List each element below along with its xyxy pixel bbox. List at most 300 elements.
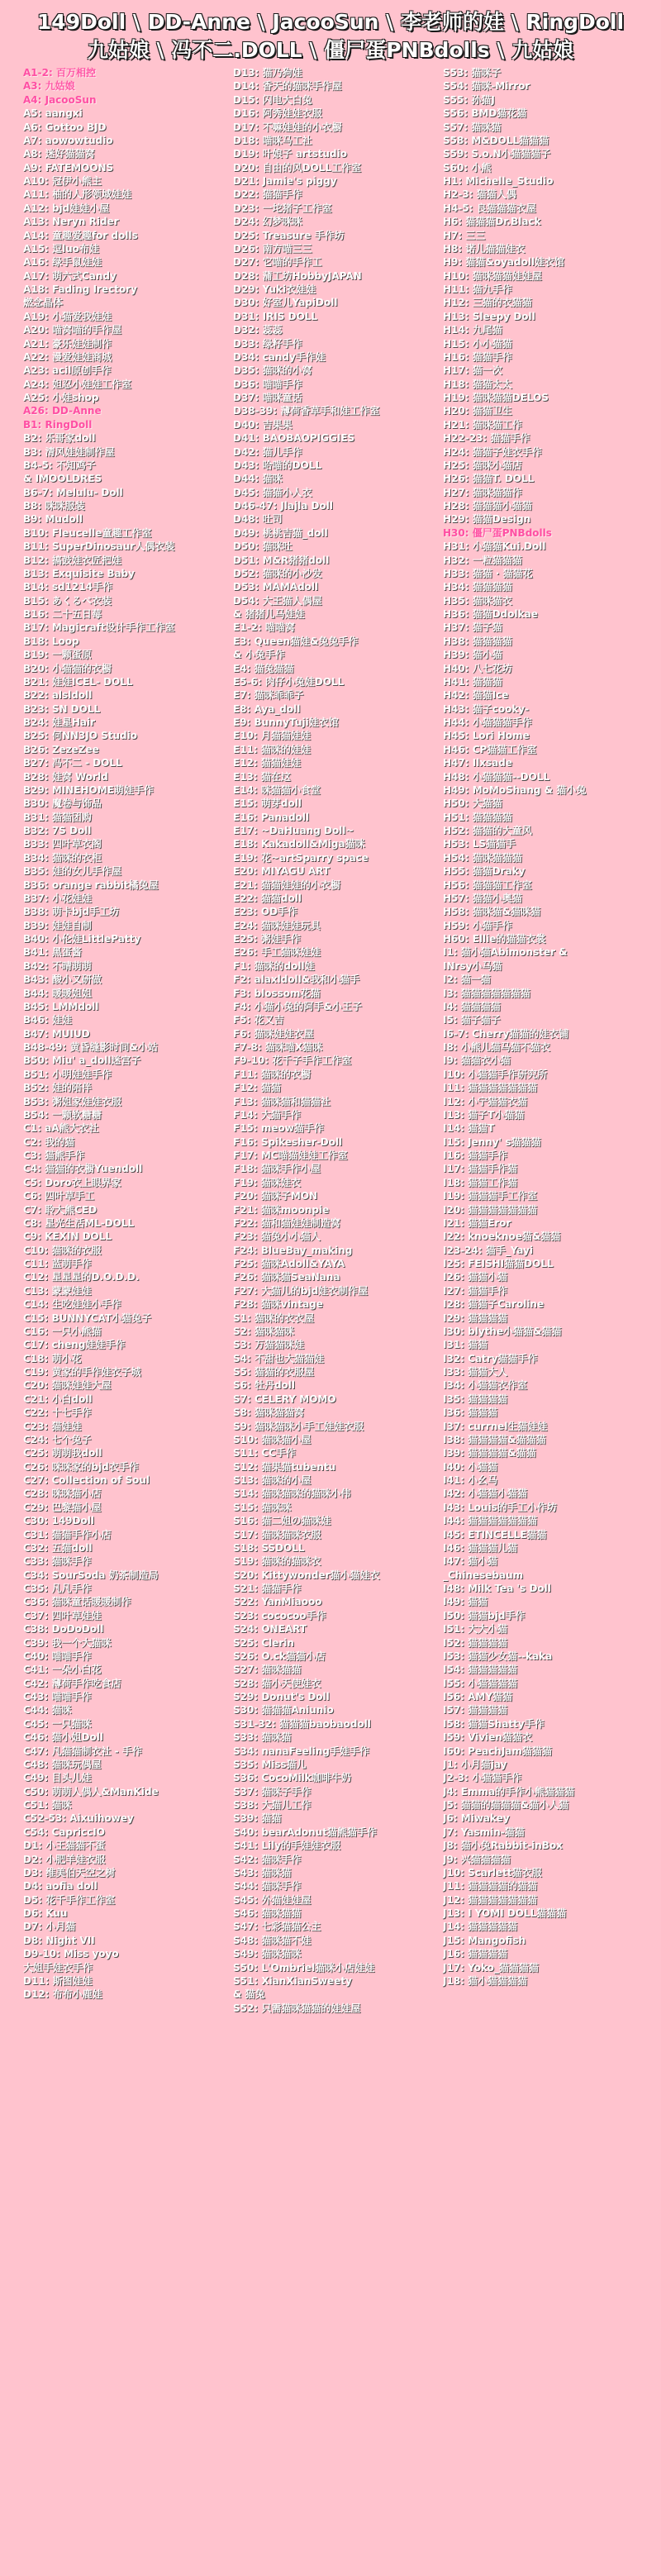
booth-entry: I1: 猫小猫Abimonster &	[443, 946, 568, 959]
booth-entry: C9: KEXIN DOLL	[23, 1231, 112, 1243]
booth-entry: B18: Loop	[23, 635, 79, 647]
booth-entry: B41: 黑蛋酱	[23, 946, 82, 959]
booth-entry: I49: 猫猫	[443, 1596, 488, 1608]
booth-entry: F19: 猫咪娃衣	[233, 1176, 301, 1188]
booth-entry: S21: 猫猫手作	[233, 1583, 302, 1594]
booth-entry: D45: 猫猫小人衣	[233, 486, 312, 498]
booth-entry: I14: 猫猫T	[443, 1122, 495, 1135]
booth-entry: B16: 二十五日莓	[23, 608, 102, 620]
booth-column-3	[443, 66, 659, 1988]
booth-entry: I55: 小猫猫猫猫	[443, 1677, 518, 1689]
booth-entry: C40: 喵喵手作	[23, 1650, 92, 1662]
booth-entry: B47: MUIUD	[23, 1027, 90, 1040]
booth-entry: E8: Aya_doll	[233, 702, 301, 715]
booth-entry: D31: IRIS DOLL	[233, 310, 318, 322]
booth-entry: S54: 猫咪-Mirror	[443, 80, 530, 93]
booth-entry: F26: 猫咪猫SeaNana	[233, 1271, 340, 1283]
booth-entry: F13: 猫咪猫和猫猫社	[233, 1095, 330, 1107]
booth-entry: S57: 猫咪猫	[443, 121, 502, 133]
booth-entry: I59: Vivien猫猫衣	[443, 1731, 532, 1744]
booth-entry: F25: 猫咪Adoll&YAYA	[233, 1258, 345, 1269]
booth-entry: H57: 猫猫小奥猫	[443, 892, 522, 904]
booth-entry: H7: 三三	[443, 229, 486, 241]
booth-entry: C34: SourSoda 奶茶制造局	[23, 1569, 159, 1581]
booth-entry: C18: 萌小花	[23, 1352, 82, 1364]
booth-entry: C15: BUNNYCAT小猫兔子	[23, 1312, 152, 1324]
booth-entry: I32: Catry猫猫手作	[443, 1352, 538, 1364]
booth-entry: I4: 猫猫猫猫	[443, 1000, 501, 1012]
booth-entry: H2-3: 猫猫人偶	[443, 188, 516, 201]
booth-entry: C30: 149Doll	[23, 1515, 94, 1527]
booth-entry: C19: 黄家的手作娃衣子城	[23, 1366, 141, 1378]
booth-entry: S11: CC手作	[233, 1447, 296, 1459]
booth-entry: E23: OD手作	[233, 906, 298, 918]
booth-entry: E26: 手工猫咪娃娃	[233, 946, 321, 959]
booth-entry: I3: 猫猫猫猫猫猫猫	[443, 987, 530, 999]
booth-entry: E7: 猫咪乖乖子	[233, 689, 304, 702]
booth-entry: C46: 猫小姐Doll	[23, 1731, 103, 1744]
booth-entry: C52-53: Aixuihowey	[23, 1812, 134, 1825]
booth-entry: H1: Michelle_Studio	[443, 175, 554, 187]
booth-entry: C28: 咪咪猫小店	[23, 1488, 102, 1500]
booth-entry: H58: 猫咪猫&猫咪猫	[443, 906, 541, 918]
booth-entry: B44: 暖暖姐姐	[23, 987, 92, 999]
booth-entry: F22: 猫和猫娃娃制造窝	[233, 1217, 340, 1229]
booth-entry: H42: 猫猫Ice	[443, 689, 509, 702]
booth-entry: F11: 猫咪的衣橱	[233, 1068, 311, 1080]
booth-entry: D3: 维美伯天空之树	[23, 1866, 116, 1878]
booth-entry: A6: Gottoo BJD	[23, 121, 107, 133]
booth-entry: H14: 九尾猫	[443, 324, 502, 336]
booth-entry: C31: 猫猫手作小店	[23, 1528, 112, 1540]
booth-entry: S4: 不甜也大猫猫娃	[233, 1352, 324, 1364]
booth-entry: I13: 猫子T小猫猫	[443, 1108, 525, 1121]
booth-entry: H28: 猫猫猫小猫猫	[443, 500, 532, 512]
booth-entry: J4: Emma的手作小熊猫猫猫	[443, 1785, 575, 1797]
booth-entry: F24: BlueBay_making	[233, 1244, 353, 1256]
booth-entry: I27: 猫猫手作	[443, 1284, 508, 1297]
booth-entry: I11: 猫猫猫猫猫猫猫	[443, 1082, 538, 1094]
booth-entry: D33: 绿籽手作	[233, 337, 302, 350]
booth-entry: S52: 只需猫咪猫猫的娃娃屋	[233, 2002, 361, 2014]
booth-entry: B24: 娃星Hair	[23, 717, 95, 728]
booth-entry: J13: I YOMI DOLL猫猫猫	[443, 1907, 567, 1919]
booth-entry: I58: 猫猫Shatty手作	[443, 1717, 544, 1730]
booth-entry: F12: 猫猫	[233, 1082, 281, 1094]
booth-entry: I12: 小宁猫猫衣猫	[443, 1095, 528, 1107]
booth-entry: H32: 一粒猫猫猫	[443, 554, 522, 566]
booth-entry: C51: 猫咪	[23, 1799, 72, 1811]
booth-entry: INrsy小马猫	[443, 959, 502, 972]
booth-entry: S44: 猫咪手作	[233, 1880, 302, 1893]
booth-entry: S18: SSDOLL	[233, 1541, 305, 1554]
booth-entry: I30: blythe小猫猫&猫猫	[443, 1325, 562, 1337]
booth-entry: S20: Kittywonder猫小猫娃衣	[233, 1569, 380, 1581]
booth-entry: H54: 猫咪猫猫猫	[443, 851, 522, 864]
booth-entry: F3: blossom花猫	[233, 987, 321, 999]
booth-entry: H24: 猫猫子娃衣手作	[443, 445, 542, 458]
booth-entry: A20: 喵窝喵的手作屋	[23, 324, 121, 336]
booth-entry: H56: 猫猫猫工作室	[443, 879, 532, 891]
booth-entry: A9: FATEMOONS	[23, 161, 114, 174]
booth-entry: I29: 猫猫猫猫	[443, 1312, 508, 1324]
booth-entry: B35: 娃的女儿手作屋	[23, 865, 121, 878]
booth-entry: S58: M&DOLL猫猫猫	[443, 134, 549, 146]
booth-entry: F21: 猫咪moonpie	[233, 1203, 330, 1216]
booth-entry: C47: 凡猫猫制衣社 - 手作	[23, 1745, 142, 1757]
booth-entry: H17: 猫一次	[443, 364, 502, 377]
booth-column-2	[233, 66, 449, 2015]
booth-entry: S59: S.o.N小猫猫猫子	[443, 148, 551, 160]
booth-entry: C37: 四叶草娃娃	[23, 1609, 102, 1621]
booth-entry: E11: 猫咪的娃娃	[233, 743, 311, 755]
booth-entry: I20: 猫猫猫猫猫猫猫	[443, 1203, 538, 1216]
booth-entry: D26: 南方喵三三	[233, 242, 312, 255]
booth-entry: B31: 猫猫团购	[23, 811, 92, 823]
booth-entry: B36: orange rabbit橘兔屋	[23, 879, 159, 891]
booth-entry: B53: 粥姐家娃娃衣服	[23, 1095, 121, 1107]
booth-entry: D51: M&R猪猪doll	[233, 554, 330, 566]
booth-entry: H18: 猫猫太太	[443, 378, 512, 390]
booth-entry: B17: Magicraft设计手作工作室	[23, 621, 175, 634]
booth-entry: F20: 猫咪子MON	[233, 1190, 318, 1202]
booth-entry: D18: 喵咪马工社	[233, 134, 312, 146]
booth-entry: C17: cheng娃娃手作	[23, 1339, 126, 1351]
booth-entry: I17: 猫猫手作猫	[443, 1163, 518, 1175]
booth-entry: H46: CP猫猫工作室	[443, 743, 537, 755]
booth-entry: D29: Yuki衣娃娃	[233, 283, 316, 295]
booth-entry: A21: 豪乐娃娃制作	[23, 337, 112, 350]
booth-entry: S38: 大猫儿工作	[233, 1799, 311, 1811]
booth-entry: J18: 猫小猫猫猫猫	[443, 1974, 528, 1987]
booth-entry: S24: ONEART	[233, 1623, 307, 1636]
booth-entry: E13: 猫在这	[233, 770, 291, 783]
booth-entry: H6: 猫猫猫Dr.Black	[443, 216, 541, 228]
booth-entry: A16: 绿手鼠娃娃	[23, 256, 102, 269]
booth-entry: E16: Panadoll	[233, 811, 310, 823]
booth-entry: I15: Jenny' s猫猫猫	[443, 1136, 541, 1148]
booth-entry: & IMOOLDRES	[23, 473, 102, 485]
booth-entry: D21: Jamie's piggy	[233, 175, 337, 187]
booth-entry: B29: MINEHOME萌娃手作	[23, 783, 154, 796]
booth-entry: S17: 猫咪猫咪衣服	[233, 1528, 321, 1540]
booth-entry: J7: Yasmin-猫猫	[443, 1826, 525, 1838]
booth-entry: H39: 猫小猫	[443, 649, 502, 661]
booth-entry: C6: 四叶草手工	[23, 1190, 95, 1202]
booth-entry: A8: 迷好猫猫窝	[23, 148, 95, 160]
booth-entry: D20: 自由的风DOLL工作室	[233, 161, 362, 174]
booth-entry: C44: 猫咪	[23, 1704, 72, 1717]
booth-entry: B45: LMMdoll	[23, 1000, 99, 1012]
booth-entry: J11: 猫猫猫猫的猫猫	[443, 1880, 538, 1893]
booth-entry: A23: acil原创手作	[23, 364, 112, 377]
booth-entry: A4: JacooSun	[23, 93, 97, 106]
booth-entry: E25: 粥娃手作	[233, 933, 301, 945]
booth-entry: H40: 八七花坊	[443, 662, 512, 674]
booth-entry: I23-24: 猫手_Yayi	[443, 1244, 534, 1256]
booth-entry: B3: 清风娃娃制作屋	[23, 445, 115, 458]
booth-entry: F27: 大猫儿的bjd娃衣制作屋	[233, 1284, 369, 1297]
booth-entry: S41: Lily的手娃娃衣服	[233, 1840, 341, 1852]
booth-entry: S8: 猫咪猫猫窝	[233, 1407, 304, 1419]
booth-entry: S6: 牡丹doll	[233, 1379, 296, 1392]
booth-entry: S22: YanMiaooo	[233, 1596, 322, 1608]
booth-entry: B52: 娃的陪伴	[23, 1082, 92, 1094]
booth-entry: S28: 猫小天使娃衣	[233, 1677, 321, 1689]
booth-entry: E3: Queen猫娃&兔兔手作	[233, 635, 359, 647]
booth-entry: D52: 猫咪的小沙发	[233, 567, 322, 579]
booth-entry: D41: BAOBAOPIGGIES	[233, 432, 355, 445]
booth-entry: B14: sd1214手作	[23, 581, 112, 593]
booth-entry: I18: 猫猫工作猫	[443, 1176, 518, 1188]
booth-entry: C43: 喵喵手作	[23, 1691, 92, 1702]
booth-entry: C5: Doro衣上眼界家	[23, 1176, 121, 1188]
booth-entry: I28: 猫猫子Caroline	[443, 1298, 544, 1311]
booth-entry: S35: Miss猫儿	[233, 1758, 307, 1770]
booth-entry: C50: 萌萌人偶人&ManKide	[23, 1785, 159, 1797]
booth-entry: A12: bjd娃娃小屋	[23, 202, 110, 214]
booth-entry: E22: 猫猫doll	[233, 892, 302, 904]
booth-entry: S56: BMD猫花猫	[443, 107, 527, 120]
booth-entry: B4-5: 不知鸡子	[23, 459, 96, 471]
booth-entry: C2: 我的猫	[23, 1136, 75, 1148]
booth-entry: H11: 猫九手作	[443, 283, 512, 295]
booth-entry: F18: 猫咪手作小屋	[233, 1163, 321, 1175]
booth-entry: B39: 娃娃自制	[23, 919, 92, 931]
booth-entry: H16: 猫猫手作	[443, 350, 512, 363]
booth-entry: C22: 十七手作	[23, 1407, 92, 1419]
booth-entry: D54: 大王猫人偶屋	[233, 594, 322, 607]
booth-entry: S46: 猫咪猫猫	[233, 1907, 302, 1919]
booth-entry: A13: Neryn Rider	[23, 216, 119, 228]
booth-entry: D35: 猫咪的小窝	[233, 364, 312, 377]
booth-entry: E5-6: 肉仔小兔娃DOLL	[233, 675, 345, 688]
booth-entry: I21: 猫猫Eror	[443, 1217, 511, 1229]
booth-entry: I46: 猫猫猫儿猫	[443, 1541, 518, 1554]
booth-entry: H44: 小猫猫猫手作	[443, 717, 532, 728]
booth-entry: D53: MAMAdoll	[233, 581, 319, 593]
booth-entry: S60: 小熊	[443, 161, 492, 174]
booth-entry: C3: 猫熊手作	[23, 1150, 85, 1161]
booth-entry: I8: 小熊儿猫马猫不猫衣	[443, 1041, 550, 1053]
booth-entry: D36: 喵喵手作	[233, 378, 302, 390]
booth-entry: B32: 7S Doll	[23, 825, 92, 836]
booth-entry: S53: 猫咪子	[443, 67, 502, 79]
booth-entry: C38: DoDoDoll	[23, 1623, 104, 1636]
booth-entry: A10: 冠伊小熊主	[23, 175, 102, 187]
booth-entry: B12: 搞鼓娃衣匠把娃	[23, 554, 121, 566]
booth-entry: I37: currnel生猫娃娃	[443, 1420, 548, 1432]
booth-entry: F9-10: 花千子手作工作室	[233, 1055, 352, 1067]
booth-entry: J17: Yoko_猫猫猫猫	[443, 1961, 539, 1974]
booth-entry: I2: 猫一猫	[443, 974, 491, 986]
booth-entry: I53: 猫猫少女猫--kaka	[443, 1650, 553, 1662]
booth-entry: B8: 咪咪服装	[23, 500, 85, 512]
booth-entry: C48: 猫咪玩偶屋	[23, 1758, 102, 1770]
booth-entry: S10: 猫咪猫小屋	[233, 1433, 311, 1445]
booth-entry: B46: 娃娃	[23, 1014, 72, 1026]
booth-entry: C8: 星光生活ML-DOLL	[23, 1217, 135, 1229]
booth-entry: A24: 妲忍小娃娃工作室	[23, 378, 131, 390]
booth-entry: D4: aofia doll	[23, 1880, 97, 1893]
booth-entry: F16: Spikesher-Doll	[233, 1136, 343, 1148]
booth-entry: A3: 九姑娘	[23, 80, 75, 93]
booth-entry: S55: 孙猫J	[443, 93, 495, 106]
booth-entry: D22: 猫猫手作	[233, 188, 302, 201]
booth-entry: J8: 猫小兔Rabbit-inBox	[443, 1840, 563, 1852]
booth-entry: S15: 猫咪咪	[233, 1501, 292, 1513]
booth-entry: I16: 猫猫手作	[443, 1150, 508, 1161]
booth-entry: I25: FEISHI猫猫DOLL	[443, 1258, 554, 1269]
booth-entry: H25: 猫咪小猫店	[443, 459, 522, 471]
booth-entry: C25: 萌萌我doll	[23, 1447, 102, 1459]
booth-entry: C20: 猫咪娃娃大屋	[23, 1379, 112, 1392]
booth-entry: I42: 小猫猫小猫猫	[443, 1488, 528, 1500]
booth-entry: D2: 小肥羊娃衣服	[23, 1853, 106, 1865]
booth-entry: I10: 小猫猫手作研究所	[443, 1068, 548, 1080]
booth-entry: S27: 猫咪猫猫	[233, 1664, 302, 1676]
booth-entry: F17: MC喵猫娃娃工作室	[233, 1150, 348, 1161]
booth-entry: J14: 猫猫猫猫猫	[443, 1921, 518, 1933]
booth-entry: B33: 四叶草衣阁	[23, 838, 102, 850]
booth-entry: I19: 猫猫猫手工作室	[443, 1190, 538, 1202]
booth-entry: I33: 猫猫大人	[443, 1366, 508, 1378]
booth-entry: H19: 猫咪猫猫DELOS	[443, 392, 549, 403]
booth-entry: S1: 猫咪的衣衣屋	[233, 1312, 314, 1324]
booth-column-1	[23, 66, 240, 2002]
booth-entry: B42: 不晴萌萌	[23, 959, 92, 972]
booth-entry: D38-39: 薄荷香草手和娃工作室	[233, 405, 380, 417]
booth-entry: B21: 娃娃ICEL- DOLL	[23, 675, 133, 688]
booth-entry: H26: 猫猫T. DOLL	[443, 473, 535, 485]
booth-entry: E1-2: 喵喵窝	[233, 621, 295, 634]
booth-entry: B1: RingDoll	[23, 418, 93, 431]
booth-entry: F14: 大猫手作	[233, 1108, 301, 1121]
booth-entry: I39: 猫猫猫猫&猫猫	[443, 1447, 536, 1459]
booth-entry: H8: 诺儿猫猫娃衣	[443, 242, 525, 255]
booth-entry: A1-2: 百万相控	[23, 67, 96, 79]
booth-entry: C4: 猫猫的衣橱Yuendoll	[23, 1163, 143, 1175]
booth-entry: D48: 吐司	[233, 513, 283, 526]
booth-entry: E21: 猫猫娃娃的小衣橱	[233, 879, 340, 891]
booth-entry: C23: 猫娃娃	[23, 1420, 82, 1432]
booth-entry: S37: 猫咪子手作	[233, 1785, 311, 1797]
booth-entry: D37: 喵咪童话	[233, 392, 302, 403]
booth-entry: E17: ~DaHuang Doll~	[233, 825, 354, 836]
booth-entry: H15: 小小猫猫	[443, 337, 512, 350]
booth-entry: I40: 小猫猫	[443, 1460, 498, 1473]
booth-entry: I45: ETINCELLE猫猫	[443, 1528, 547, 1540]
booth-entry: B6-7: Melulu- Doll	[23, 486, 123, 498]
booth-entry: D7: 小月猫	[23, 1921, 76, 1933]
booth-entry: & 小兔手作	[233, 649, 285, 661]
poster-header	[0, 0, 661, 66]
booth-entry: 大姐手娃衣手作	[23, 1961, 93, 1974]
booth-entry: D5: 花千手作工作室	[23, 1893, 116, 1906]
booth-entry: B19: 一颗蛋原	[23, 649, 92, 661]
booth-entry: D28: 蒲工坊HobbyJAPAN	[233, 269, 362, 282]
booth-entry: C36: 猫咪童话暖暖制作	[23, 1596, 131, 1608]
booth-entry: S51: XianXianSweety	[233, 1974, 352, 1987]
booth-entry: S13: 猫咪的小屋	[233, 1474, 311, 1486]
booth-entry: B43: 酸小又研做	[23, 974, 102, 986]
booth-entry: B50: Miu' a_doll迷宫子	[23, 1055, 141, 1067]
booth-entry: S33: 猫咪猫	[233, 1731, 292, 1744]
booth-entry: C24: 七个兔子	[23, 1433, 92, 1445]
booth-entry: S9: 猫咪猫咪小手工娃娃衣服	[233, 1420, 364, 1432]
booth-entry: S30: 猫猫猫Aniunio	[233, 1704, 334, 1717]
booth-entry: H45: Lori Home	[443, 730, 530, 742]
booth-entry: H49: MoMoShang & 猫小兔	[443, 783, 587, 796]
booth-entry: H59: 小猫手作	[443, 919, 512, 931]
booth-entry: B25: 何NN3JO Studio	[23, 730, 137, 742]
booth-entry: C33: 猫咪手作	[23, 1555, 92, 1568]
booth-entry: B28: 娃窝 World	[23, 770, 108, 783]
booth-entry: B11: SuperDinosaur人偶衣装	[23, 540, 175, 553]
booth-entry: C42: 薄荷手作吃食店	[23, 1677, 121, 1689]
booth-entry: B23: SN DOLL	[23, 702, 101, 715]
booth-entry: S19: 猫咪的猫咪衣	[233, 1555, 321, 1568]
booth-entry: C14: 生吃娃娃小手作	[23, 1298, 121, 1311]
booth-entry: E18: Kakadoll&Miga猫咪	[233, 838, 365, 850]
booth-entry: D17: 不嘛娃娃的小衣橱	[233, 121, 342, 133]
booth-entry: D16: 阿秀娃娃衣服	[233, 107, 322, 120]
booth-entry: F4: 小猫小兔的阿手&小王子	[233, 1000, 362, 1012]
booth-entry: S2: 猫咪猫咪	[233, 1325, 294, 1337]
booth-entry: D19: 叶娘子 artstudio	[233, 148, 347, 160]
booth-entry: S40: bearAdonut猫熊猫手作	[233, 1826, 378, 1838]
booth-entry: E4: 猫兔猫猫	[233, 662, 294, 674]
booth-entry: H30: 僵尸蛋PNBdolls	[443, 526, 552, 539]
booth-entry: C1: aA熊大衣社	[23, 1122, 99, 1135]
booth-entry: I41: 小幺马	[443, 1474, 498, 1486]
booth-entry: J6: Miwakey	[443, 1812, 510, 1825]
booth-entry: H34: 猫猫猫猫	[443, 581, 512, 593]
booth-entry: C32: 五猫doll	[23, 1541, 93, 1554]
booth-entry: F5: 花又吉	[233, 1014, 284, 1026]
booth-entry: B54: 一颗软糖糖	[23, 1108, 102, 1121]
booth-entry: B9: Mudoll	[23, 513, 83, 526]
booth-entry: S49: 猫咪猫咪	[233, 1948, 302, 1960]
booth-entry: I6-7: Cherry猫猫的娃衣铺	[443, 1027, 569, 1040]
booth-entry: S47: 七彩猫猫公主	[233, 1921, 321, 1933]
booth-entry: B51: 小明娃娃手作	[23, 1068, 112, 1080]
booth-entry: F2: alaxldoll&我和小猫手	[233, 974, 360, 986]
booth-entry: H20: 猫猫卫生	[443, 405, 512, 417]
booth-entry: D12: 布布小鹿娃	[23, 1988, 102, 2001]
booth-entry: F1: 猫咪的doll娃	[233, 959, 315, 972]
booth-entry: F23: 猫兔小小猫人	[233, 1231, 321, 1243]
booth-entry: C13: 蒙蒙娃娃	[23, 1284, 92, 1297]
booth-entry: C21: 小白doll	[23, 1393, 93, 1405]
booth-entry: H22-23: 猫猫手作	[443, 432, 530, 445]
booth-entry: A5: aangxi	[23, 107, 83, 120]
booth-entry: B22: alsldoll	[23, 689, 93, 702]
booth-entry: H51: 猫猫猫猫	[443, 811, 512, 823]
booth-entry: E9: BunnyTuji娃衣馆	[233, 717, 339, 728]
booth-entry: I22: knoeknoe猫&猫猫	[443, 1231, 561, 1243]
booth-entry: B2: 乐哥家doll	[23, 432, 96, 445]
booth-entry: J10: Scarlett猫衣服	[443, 1866, 542, 1878]
booth-entry: I26: 猫猫小猫	[443, 1271, 508, 1283]
booth-entry: I56: AMY猫猫	[443, 1691, 513, 1702]
booth-entry: I60: PeachJam猫猫猫	[443, 1745, 552, 1757]
booth-entry: F6: 猫咪娃娃衣屋	[233, 1027, 314, 1040]
booth-entry: C39: 我一个大猫咪	[23, 1636, 112, 1649]
booth-entry: E19: 花~artSparry space	[233, 851, 369, 864]
booth-entry: D42: 猫儿手作	[233, 445, 302, 458]
booth-entry: A25: 小娃shop	[23, 392, 99, 403]
